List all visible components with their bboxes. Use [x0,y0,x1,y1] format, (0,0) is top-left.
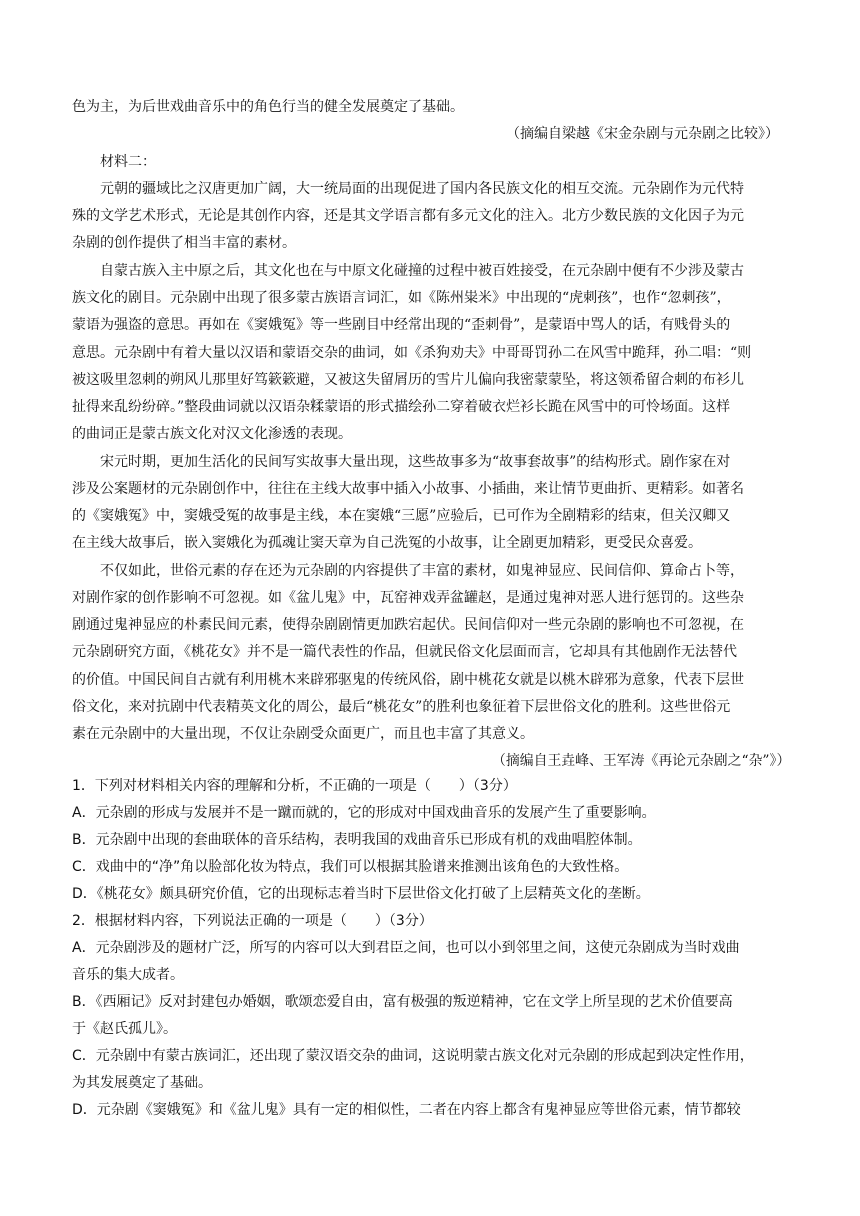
question-1-option-c: C．戏曲中的“净”角以脸部化妆为特点，我们可以根据其脸谱来推测出该角色的大致性格。 [72,859,629,875]
question-2-stem: 2．根据材料内容，下列说法正确的一项是（ ）（3分） [72,913,433,929]
question-2-option-a: A．元杂剧涉及的题材广泛，所写的内容可以大到君臣之间，也可以小到邻里之间，这使元杂剧成为当时戏曲 [72,940,740,956]
continued-paragraph-line: 色为主，为后世戏曲音乐中的角色行当的健全发展奠定了基础。 [72,99,464,115]
paragraph-line: 的曲词正是蒙古族文化对汉文化渗透的表现。 [72,426,352,442]
paragraph-line: 对剧作家的创作影响不可忽视。如《盆儿鬼》中，瓦窑神戏弄盆罐赵，是通过鬼神对恶人进行惩罚的。这些杂 [72,590,744,606]
question-2-option-b-cont: 于《赵氏孤儿》。 [72,1021,177,1037]
paragraph-line: 素在元杂剧中的大量出现，不仅让杂剧受众面更广，而且也丰富了其意义。 [72,726,534,742]
question-1-option-d: D．《桃花女》颇具研究价值，它的出现标志着当时下层世俗文化打破了上层精英文化的垄断。 [72,886,650,902]
paragraph-line: 剧通过鬼神显应的朴素民间元素，使得杂剧剧情更加跌宕起伏。民间信仰对一些元杂剧的影响也不可忽视，在 [72,617,744,633]
paragraph-line: 宋元时期，更加生活化的民间写实故事大量出现，这些故事多为“故事套故事”的结构形式。剧作家在对 [100,454,731,470]
paragraph-line: 俗文化，来对抗剧中代表精英文化的周公，最后“桃花女”的胜利也象征着下层世俗文化的胜利。这些世俗元 [72,699,731,715]
paragraph-line: 自蒙古族入主中原之后，其文化也在与中原文化碰撞的过程中被百姓接受，在元杂剧中便有不少涉及蒙古 [100,263,744,279]
source-citation-1: （摘编自梁越《宋金杂剧与元杂剧之比较》） [506,126,779,142]
paragraph-line: 意思。元杂剧中有着大量以汉语和蒙语交杂的曲词，如《杀狗劝夫》中哥哥罚孙二在风雪中跪拜，孙二唱：“则 [72,345,752,361]
question-2-option-d: D．元杂剧《窦娥冤》和《盆儿鬼》具有一定的相似性，二者在内容上都含有鬼神显应等世俗元素，情节都较 [72,1102,741,1118]
paragraph-line: 元朝的疆域比之汉唐更加广阔，大一统局面的出现促进了国内各民族文化的相互交流。元杂剧作为元代特 [100,181,744,197]
paragraph-line: 的《窦娥冤》中，窦娥受冤的故事是主线，本在窦娥“三愿”应验后，已可作为全剧精彩的结束，但关汉卿又 [72,508,731,524]
paragraph-line: 的价值。中国民间自古就有利用桃木来辟邪驱鬼的传统风俗，剧中桃花女就是以桃木辟邪为意象，代表下层世 [72,672,744,688]
paragraph-line: 被这吸里忽刺的朔风儿那里好笃簌簌避，又被这失留屑历的雪片儿偏向我密蒙蒙坠，将这领希留合刺的布衫儿 [72,372,744,388]
question-2-option-c-cont: 为其发展奠定了基础。 [72,1075,212,1091]
question-1-stem: 1．下列对材料相关内容的理解和分析，不正确的一项是（ ）（3分） [72,778,517,794]
question-2-option-a-cont: 音乐的集大成者。 [72,967,184,983]
paragraph-line: 扯得来乱纷纷碎。”整段曲词就以汉语杂糅蒙语的形式描绘孙二穿着破衣烂衫长跪在风雪中的可怜场面。这样 [72,399,731,415]
source-citation-2: （摘编自王垚峰、王军涛《再论元杂剧之“杂”》） [492,753,791,769]
paragraph-line: 在主线大故事后，嵌入窦娥化为孤魂让窦天章为自己洗冤的小故事，让全剧更加精彩，更受民众喜爱。 [72,535,702,551]
question-2-option-c: C．元杂剧中有蒙古族词汇，还出现了蒙汉语交杂的曲词，这说明蒙古族文化对元杂剧的形成起到决定性作用， [72,1048,754,1064]
paragraph-line: 不仅如此，世俗元素的存在还为元杂剧的内容提供了丰富的素材，如鬼神显应、民间信仰、算命占卜等， [100,563,744,579]
paragraph-line: 杂剧的创作提供了相当丰富的素材。 [72,235,296,251]
paragraph-line: 元杂剧研究方面，《桃花女》并不是一篇代表性的作品，但就民俗文化层面而言，它却具有其他剧作无法替代 [72,644,737,660]
paragraph-line: 族文化的剧目。元杂剧中出现了很多蒙古族语言词汇，如《陈州粜米》中出现的“虎刺孩”，也作“忽刺孩”， [72,290,731,306]
question-2-option-b: B．《西厢记》反对封建包办婚姻，歌颂恋爱自由，富有极强的叛逆精神，它在文学上所呈现的艺术价值要高 [72,994,733,1010]
question-1-option-a: A．元杂剧的形成与发展并不是一蹴而就的，它的形成对中国戏曲音乐的发展产生了重要影响。 [72,805,656,821]
paragraph-line: 蒙语为强盗的意思。再如在《窦娥冤》等一些剧目中经常出现的“歪刺骨”，是蒙语中骂人的话，有贱骨头的 [72,317,731,333]
paragraph-line: 涉及公案题材的元杂剧创作中，往往在主线大故事中插入小故事、小插曲，来让情节更曲折、更精彩。如著名 [72,481,744,497]
paragraph-line: 殊的文学艺术形式，无论是其创作内容，还是其文学语言都有多元文化的注入。北方少数民族的文化因子为元 [72,208,744,224]
material-two-heading: 材料二： [100,154,156,170]
question-1-option-b: B．元杂剧中出现的套曲联体的音乐结构，表明我国的戏曲音乐已形成有机的戏曲唱腔体制。 [72,832,642,848]
